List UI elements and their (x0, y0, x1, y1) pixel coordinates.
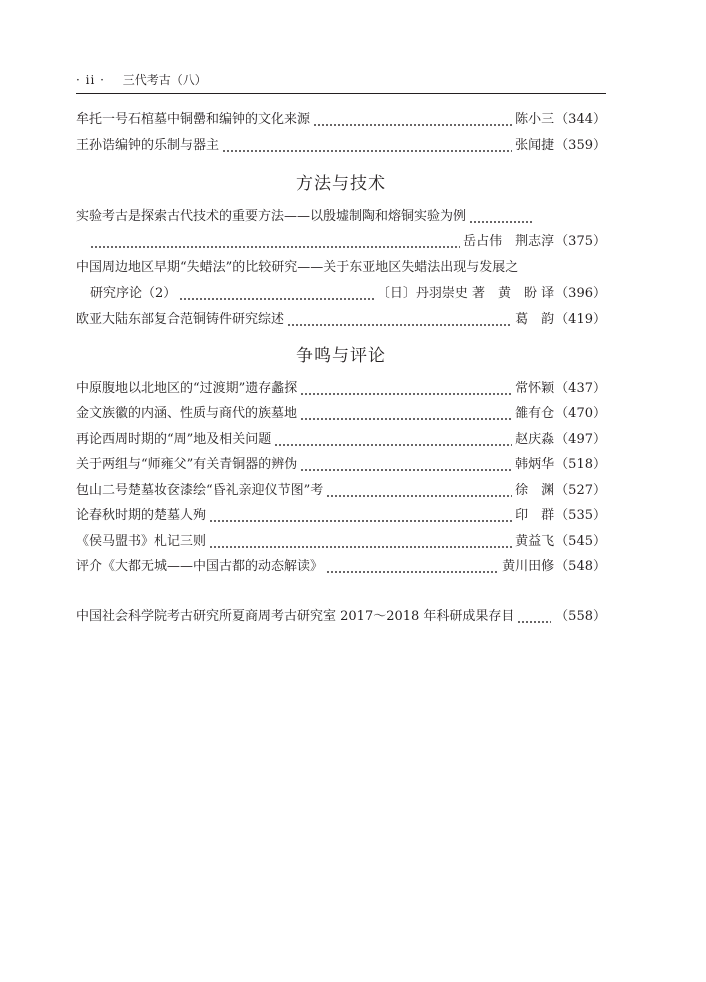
entry-author: 葛 韵 (515, 312, 555, 327)
entry-page: （527） (555, 483, 606, 498)
entry-author: 〔日〕丹羽崇史 著 黄 盼 译 (376, 286, 555, 301)
entry-author: 常怀颖 (515, 381, 555, 396)
page-folio: · ii · (76, 73, 105, 87)
toc-entry[interactable] (76, 207, 606, 227)
entry-page: （470） (555, 406, 606, 421)
toc-entry[interactable] (76, 110, 606, 130)
entry-author: 岳占伟 荆志淳 (463, 234, 555, 249)
dot-leader (313, 110, 512, 130)
dot-leader (300, 379, 512, 399)
entry-author: 黄川田修 (502, 559, 555, 574)
toc-entry[interactable] (76, 430, 606, 450)
entry-title: 《侯马盟书》札记三则 (76, 534, 207, 549)
dot-leader (222, 136, 512, 156)
entry-page: （437） (555, 381, 606, 396)
entry-author: 徐 渊 (515, 483, 555, 498)
toc-entry[interactable] (76, 481, 606, 501)
dot-leader (517, 607, 551, 627)
entry-title: 欧亚大陆东部复合范铜铸件研究综述 (76, 312, 285, 327)
entry-author: 陈小三 (515, 112, 555, 127)
toc-entry[interactable] (76, 379, 606, 399)
dot-leader (326, 557, 499, 577)
entry-author: 雒有仓 (515, 406, 555, 421)
header-rule (76, 93, 606, 94)
dot-leader (300, 404, 512, 424)
toc-entry[interactable] (76, 258, 606, 278)
entry-title: 牟托一号石棺墓中铜罍和编钟的文化来源 (76, 112, 311, 127)
entry-page: （545） (555, 534, 606, 549)
entry-page: （558） (555, 609, 606, 624)
entry-title: 再论西周时期的“周”地及相关问题 (76, 432, 272, 447)
toc-entry[interactable] (76, 136, 606, 156)
dot-leader (326, 481, 512, 501)
entry-page: （419） (555, 312, 606, 327)
toc-entry-continuation[interactable] (90, 284, 606, 304)
running-header (76, 72, 606, 88)
entry-page: （548） (555, 559, 606, 574)
entry-author: 赵庆淼 (515, 432, 555, 447)
toc-entry[interactable] (76, 310, 606, 330)
section-heading-methods: 方法与技术 (296, 174, 386, 194)
dot-leader (209, 506, 512, 526)
entry-title: 包山二号楚墓妆奁漆绘“昏礼亲迎仪节图”考 (76, 483, 324, 498)
dot-leader (274, 430, 512, 450)
toc-entry[interactable] (76, 557, 606, 577)
entry-author: 印 群 (515, 508, 555, 523)
entry-title: 论春秋时期的楚墓人殉 (76, 508, 207, 523)
entry-title: 实验考古是探索古代技术的重要方法——以殷墟制陶和熔铜实验为例 (76, 209, 467, 224)
entry-title: 研究序论（2） (90, 286, 177, 301)
entry-author: 韩炳华 (515, 457, 555, 472)
entry-page: （497） (555, 432, 606, 447)
entry-title: 中原腹地以北地区的“过渡期”遗存蠡探 (76, 381, 298, 396)
entry-title: 评介《大都无城——中国古都的动态解读》 (76, 559, 324, 574)
entry-page: （359） (555, 138, 606, 153)
dot-leader (179, 284, 374, 304)
entry-page: （344） (555, 112, 606, 127)
entry-title: 关于两组与“师雍父”有关青铜器的辨伪 (76, 457, 298, 472)
entry-title: 中国周边地区早期“失蜡法”的比较研究——关于东亚地区失蜡法出现与发展之 (76, 260, 519, 275)
entry-title: 王孙诰编钟的乐制与器主 (76, 138, 220, 153)
entry-page: （535） (555, 508, 606, 523)
toc-entry-continuation[interactable] (90, 232, 606, 252)
dot-leader (300, 455, 512, 475)
entry-title: 金文族徽的内涵、性质与商代的族墓地 (76, 406, 298, 421)
entry-page: （396） (555, 286, 606, 301)
entry-title: 中国社会科学院考古研究所夏商周考古研究室 2017～2018 年科研成果存目 (76, 609, 515, 624)
book-title: 三代考古（八） (122, 73, 207, 87)
section-heading-debate: 争鸣与评论 (296, 346, 386, 366)
dot-leader (287, 310, 512, 330)
entry-author: 黄益飞 (515, 534, 555, 549)
toc-entry[interactable] (76, 455, 606, 475)
entry-author: 张闻捷 (515, 138, 555, 153)
toc-entry-appendix[interactable] (76, 607, 606, 627)
entry-page: （518） (555, 457, 606, 472)
toc-entry[interactable] (76, 506, 606, 526)
dot-leader (90, 232, 460, 252)
dot-leader (469, 207, 533, 227)
toc-entry[interactable] (76, 532, 606, 552)
toc-entry[interactable] (76, 404, 606, 424)
dot-leader (209, 532, 512, 552)
entry-page: （375） (555, 234, 606, 249)
